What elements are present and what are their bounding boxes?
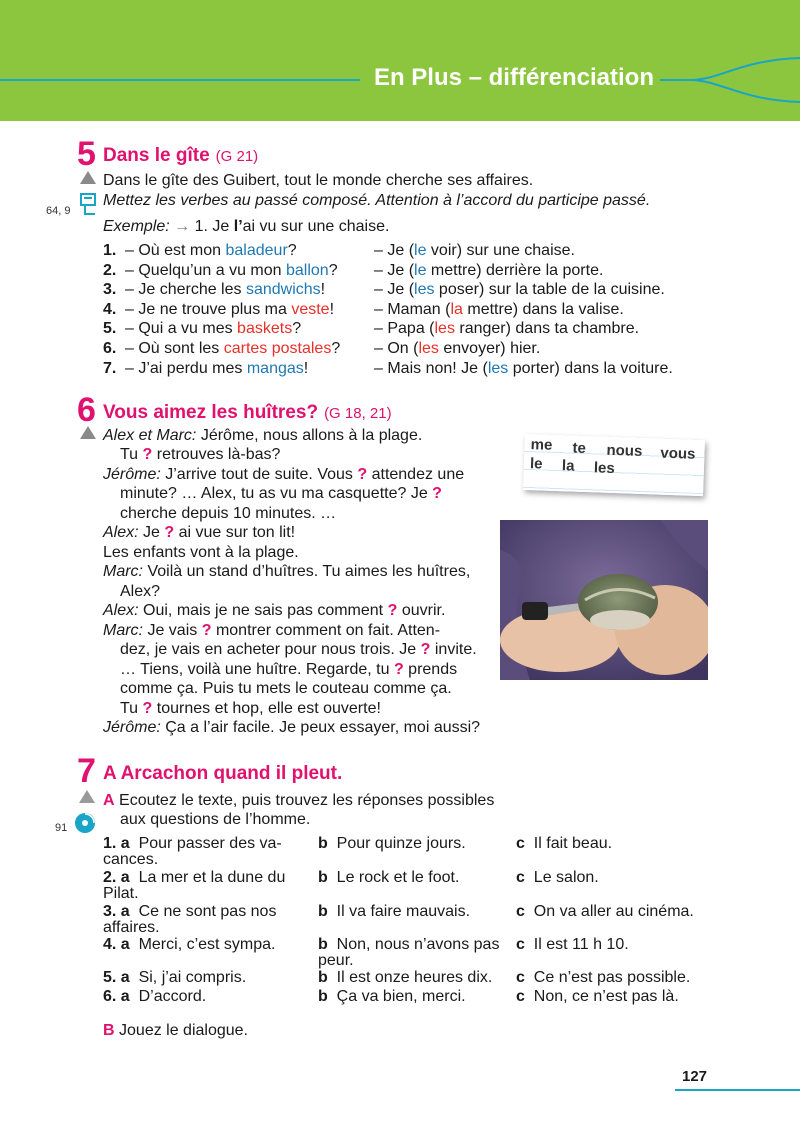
pronoun-te: te: [572, 439, 587, 458]
pronoun-card: [523, 434, 705, 496]
highlighted-noun: baskets: [237, 320, 293, 338]
dialogue-line: … Tiens, voilà une huître. Regarde, tu ? prends: [120, 661, 458, 678]
option-b-text: Pour quinze jours.: [336, 835, 466, 852]
option-b-label: b: [318, 869, 328, 886]
exercise-question: 1. – Où est mon baladeur?: [103, 242, 297, 259]
pronoun-les: les: [593, 459, 616, 478]
option-c: [516, 987, 679, 1007]
pronoun-gap: ?: [201, 622, 212, 639]
option-a: [103, 968, 246, 988]
item-number: 6.: [103, 340, 117, 357]
pronoun-gap: ?: [164, 524, 175, 541]
option-b-text: Il va faire mauvais.: [336, 903, 471, 920]
exercise-answer: – Je (les poser) sur la table de la cuisine.: [374, 281, 665, 299]
option-b-text: Ça va bien, merci.: [336, 988, 466, 1005]
dialogue-line: Marc: Je vais ? montrer comment on fait. Atten-: [103, 622, 441, 639]
dialogue-line: Les enfants vont à la plage.: [103, 544, 299, 561]
pronoun-gap: ?: [142, 446, 153, 463]
dialogue-line: Jérôme: Ça a l’air facile. Je peux essayer, moi aussi?: [103, 719, 481, 736]
header-wave-decoration: [660, 52, 800, 112]
pronoun-gap: ?: [432, 485, 442, 502]
pronoun-gap: ?: [393, 661, 404, 678]
item-number: 2.: [103, 261, 117, 279]
pronoun-la: la: [561, 457, 575, 475]
dialogue-line: minute? … Alex, tu as vu ma casquette? Je ?: [120, 485, 442, 502]
section-7-title: A Arcachon quand il pleut.: [103, 763, 343, 784]
option-b: [318, 987, 466, 1007]
header-title: En Plus – différenciation: [373, 64, 654, 91]
dialogue-line: Alex: Je ? ai vue sur ton lit!: [103, 524, 296, 541]
item-number: 4.: [103, 300, 117, 318]
workbook-icon: [80, 193, 98, 215]
option-a: [103, 935, 276, 955]
exercise-answer: – Maman (la mettre) dans la valise.: [374, 300, 624, 318]
option-b-cont: peur.: [318, 952, 354, 969]
option-c-label: c: [516, 869, 525, 886]
option-a-cont: Pilat.: [103, 885, 139, 902]
exercise-answer: – Mais non! Je (les porter) dans la voiture.: [374, 359, 673, 377]
option-c-text: Ce n’est pas possible.: [533, 969, 691, 986]
object-pronoun: le: [414, 242, 427, 259]
exercise-answer: – Papa (les ranger) dans ta chambre.: [374, 320, 640, 338]
section-5-grammar-ref: (G 21): [215, 148, 259, 165]
section-7-task-a: A Ecoutez le texte, puis trouvez les réponses possibles: [103, 792, 495, 809]
object-pronoun: les: [487, 359, 509, 377]
option-c-text: Il fait beau.: [533, 835, 613, 852]
option-a-text: Si, j’ai compris.: [138, 969, 247, 986]
option-a-text: Ce ne sont pas nos: [138, 903, 277, 920]
page-number-rule: [675, 1089, 800, 1091]
audio-track-number: 91: [55, 822, 68, 834]
pronoun-gap: ?: [357, 466, 368, 483]
option-c: [516, 834, 612, 854]
option-b-text: Il est onze heures dix.: [336, 969, 493, 986]
option-c-label: c: [516, 903, 525, 920]
section-5-intro: Dans le gîte des Guibert, tout le monde cherche ses affaires.: [103, 172, 534, 189]
exercise-question: 7. – J’ai perdu mes mangas!: [103, 359, 309, 377]
section-5-example: Exemple: → 1. Je l’ai vu sur une chaise.: [103, 218, 390, 235]
exercise-answer: – Je (le mettre) derrière la porte.: [374, 261, 604, 279]
option-a-label: 1. a: [103, 835, 130, 852]
highlighted-noun: ballon: [286, 261, 329, 279]
difficulty-triangle-icon: [79, 790, 95, 803]
option-c: [516, 935, 629, 955]
option-c: [516, 902, 694, 922]
exercise-question: 2. – Quelqu’un a vu mon ballon?: [103, 261, 338, 279]
option-c-text: On va aller au cinéma.: [533, 903, 694, 920]
dialogue-line: cherche depuis 10 minutes. …: [120, 505, 337, 522]
option-a-cont: cances.: [103, 851, 159, 868]
dialogue-line: Tu ? retrouves là-bas?: [120, 446, 281, 463]
dialogue-line: Jérôme: J’arrive tout de suite. Vous ? attendez une: [103, 466, 465, 483]
dialogue-line: Alex et Marc: Jérôme, nous allons à la plage.: [103, 427, 423, 444]
object-pronoun: le: [414, 261, 427, 279]
option-a-text: Pour passer des va-: [138, 835, 282, 852]
workbook-reference: 64, 9: [46, 205, 71, 217]
option-a-cont: affaires.: [103, 919, 160, 936]
dialogue-line: Alex?: [120, 583, 161, 600]
pronoun-nous: nous: [606, 441, 643, 460]
oyster-photo: [500, 520, 708, 680]
audio-cd-icon[interactable]: [74, 812, 96, 834]
dialogue-line: Tu ? tournes et hop, elle est ouverte!: [120, 700, 381, 717]
highlighted-noun: sandwichs: [245, 281, 321, 299]
dialogue-line: comme ça. Puis tu mets le couteau comme ça.: [120, 680, 452, 697]
item-number: 1.: [103, 242, 117, 259]
item-number: 5.: [103, 320, 117, 338]
section-7-task-a-cont: aux questions de l’homme.: [120, 811, 311, 828]
pronoun-me: me: [530, 436, 553, 454]
option-b-label: b: [318, 969, 328, 986]
option-b-text: Le rock et le foot.: [336, 869, 460, 886]
pronoun-gap: ?: [142, 700, 153, 717]
item-number: 7.: [103, 359, 117, 377]
option-a: [103, 987, 206, 1007]
item-number: 3.: [103, 281, 117, 299]
exercise-question: 3. – Je cherche les sandwichs!: [103, 281, 326, 299]
section-5-instruction: Mettez les verbes au passé composé. Attention à l’accord du participe passé.: [103, 192, 651, 209]
option-a-text: Merci, c’est sympa.: [138, 936, 276, 953]
object-pronoun: les: [414, 281, 435, 299]
option-c: [516, 868, 599, 888]
section-7-number: 7: [77, 752, 96, 790]
highlighted-noun: veste: [291, 300, 330, 318]
option-a-label: 6. a: [103, 988, 130, 1005]
pronoun-le: le: [529, 455, 543, 473]
option-b: [318, 868, 459, 888]
option-b-label: b: [318, 835, 328, 852]
option-b-label: b: [318, 988, 328, 1005]
option-c-label: c: [516, 969, 525, 986]
pronoun-vous: vous: [660, 444, 696, 463]
section-5-title: Dans le gîte (G 21): [103, 145, 259, 166]
object-pronoun: les: [434, 320, 455, 338]
option-c-text: Le salon.: [533, 869, 599, 886]
option-c-text: Il est 11 h 10.: [533, 936, 629, 953]
option-a-label: 5. a: [103, 969, 130, 986]
option-a-label: 4. a: [103, 936, 130, 953]
difficulty-triangle-icon: [80, 171, 96, 184]
section-5-number: 5: [77, 135, 96, 173]
section-6-number: 6: [77, 391, 96, 429]
option-a-text: La mer et la dune du: [138, 869, 286, 886]
dialogue-line: dez, je vais en acheter pour nous trois. Je ? invite.: [120, 641, 477, 658]
section-7-task-b: B Jouez le dialogue.: [103, 1022, 248, 1039]
dialogue-line: Alex: Oui, mais je ne sais pas comment ? ouvrir.: [103, 602, 446, 619]
option-b-label: b: [318, 936, 328, 953]
highlighted-noun: mangas: [246, 359, 304, 377]
option-c-label: c: [516, 835, 525, 852]
option-c-text: Non, ce n’est pas là.: [533, 988, 679, 1005]
dialogue-line: Marc: Voilà un stand d’huîtres. Tu aimes les huîtres,: [103, 563, 471, 580]
difficulty-triangle-icon: [80, 426, 96, 439]
exercise-answer: – On (les envoyer) hier.: [374, 340, 541, 357]
header-rule-left: [0, 79, 360, 81]
page-number: 127: [682, 1068, 708, 1085]
option-b: [318, 968, 492, 988]
option-c: [516, 968, 690, 988]
exercise-answer: – Je (le voir) sur une chaise.: [374, 242, 575, 259]
option-a-label: 3. a: [103, 903, 130, 920]
exercise-question: 5. – Qui a vu mes baskets?: [103, 320, 302, 338]
object-pronoun: les: [418, 340, 439, 357]
option-a-label: 2. a: [103, 869, 130, 886]
option-b-text: Non, nous n’avons pas: [336, 936, 500, 953]
option-b-label: b: [318, 903, 328, 920]
pronoun-gap: ?: [387, 602, 398, 619]
option-c-label: c: [516, 988, 525, 1005]
object-pronoun: la: [450, 300, 463, 318]
option-b: [318, 834, 466, 854]
highlighted-noun: cartes postales: [223, 340, 332, 357]
pronoun-gap: ?: [420, 641, 431, 658]
option-b: [318, 902, 470, 922]
option-a-text: D’accord.: [138, 988, 207, 1005]
exercise-question: 6. – Où sont les cartes postales?: [103, 340, 341, 357]
exercise-question: 4. – Je ne trouve plus ma veste!: [103, 300, 335, 318]
highlighted-noun: baladeur: [225, 242, 288, 259]
option-c-label: c: [516, 936, 525, 953]
section-6-grammar-ref: (G 18, 21): [324, 405, 392, 422]
section-6-title: Vous aimez les huîtres? (G 18, 21): [103, 402, 392, 423]
